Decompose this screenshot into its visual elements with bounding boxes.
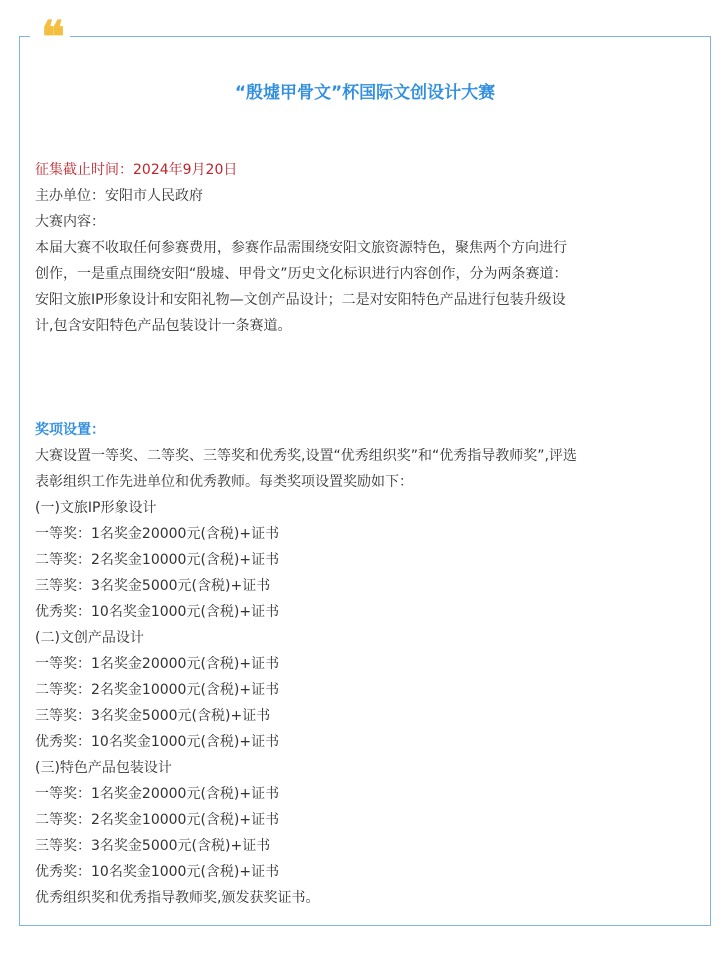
awards-heading: 奖项设置： xyxy=(35,422,105,438)
prize-line: 优秀奖：10名奖金1000元(含税)+证书 xyxy=(35,734,280,750)
prize-line: 优秀奖：10名奖金1000元(含税)+证书 xyxy=(35,604,280,620)
content-line: 计,包含安阳特色产品包装设计一条赛道。 xyxy=(35,318,292,334)
prize-line: 三等奖：3名奖金5000元(含税)+证书 xyxy=(35,838,271,854)
category-name: (三)特色产品包装设计 xyxy=(35,760,172,776)
prize-line: 优秀奖：10名奖金1000元(含税)+证书 xyxy=(35,864,280,880)
prize-line: 二等奖：2名奖金10000元(含税)+证书 xyxy=(35,682,280,698)
awards-desc-line: 大赛设置一等奖、二等奖、三等奖和优秀奖,设置“优秀组织奖”和“优秀指导教师奖”,评选 xyxy=(35,448,577,464)
content-label: 大赛内容： xyxy=(35,214,105,230)
awards-desc-line: 表彰组织工作先进单位和优秀教师。每类奖项设置奖励如下： xyxy=(35,474,413,490)
content-line: 创作，一是重点围绕安阳“殷墟、甲骨文”历史文化标识进行内容创作，分为两条赛道： xyxy=(35,266,568,282)
awards-section xyxy=(35,417,700,911)
prize-line: 三等奖：3名奖金5000元(含税)+证书 xyxy=(35,708,271,724)
prize-line: 一等奖：1名奖金20000元(含税)+证书 xyxy=(35,656,280,672)
prize-line: 二等奖：2名奖金10000元(含税)+证书 xyxy=(35,552,280,568)
intro-section xyxy=(35,157,700,339)
content-line: 本届大赛不收取任何参赛费用，参赛作品需围绕安阳文旅资源特色，聚焦两个方向进行 xyxy=(35,240,567,256)
prize-line: 一等奖：1名奖金20000元(含税)+证书 xyxy=(35,786,280,802)
awards-footer: 优秀组织奖和优秀指导教师奖,颁发获奖证书。 xyxy=(35,890,320,906)
quote-icon: ❝ xyxy=(30,16,70,46)
prize-line: 一等奖：1名奖金20000元(含税)+证书 xyxy=(35,526,280,542)
category-name: (一)文旅IP形象设计 xyxy=(35,500,157,516)
deadline-text: 征集截止时间：2024年9月20日 xyxy=(35,162,238,178)
article-title: “殷墟甲骨文”杯国际文创设计大赛 xyxy=(234,83,496,103)
organizer-text: 主办单位：安阳市人民政府 xyxy=(35,188,203,204)
prize-line: 三等奖：3名奖金5000元(含税)+证书 xyxy=(35,578,271,594)
prize-line: 二等奖：2名奖金10000元(含税)+证书 xyxy=(35,812,280,828)
category-name: (二)文创产品设计 xyxy=(35,630,144,646)
content-line: 安阳文旅IP形象设计和安阳礼物—文创产品设计；二是对安阳特色产品进行包装升级设 xyxy=(35,292,566,308)
